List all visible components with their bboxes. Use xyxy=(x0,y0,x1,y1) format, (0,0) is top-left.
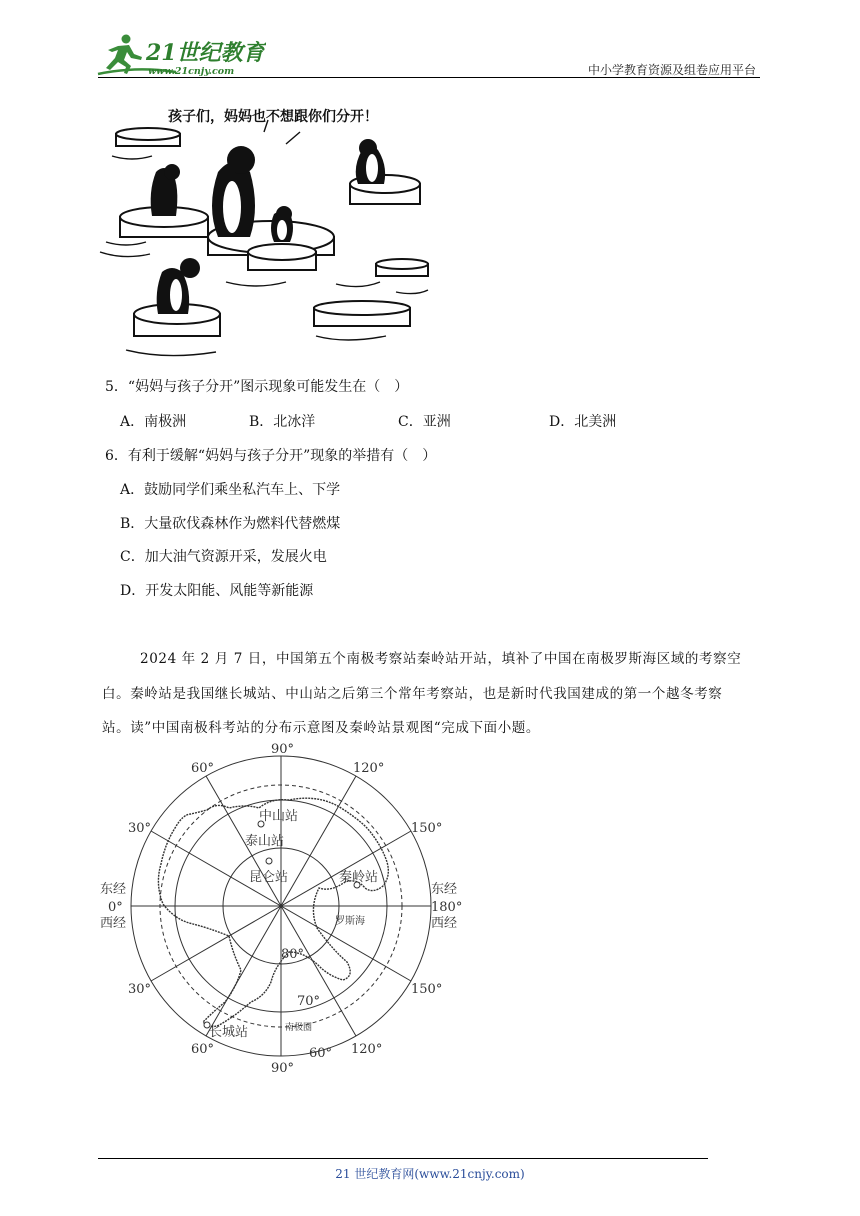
question-5-stem: 5．“妈妈与孩子分开”图示现象可能发生在（ ） xyxy=(105,379,409,395)
label-left-30-low: 30° xyxy=(128,982,152,997)
penguin-cartoon xyxy=(96,102,436,364)
label-right-150-top: 150° xyxy=(411,821,443,836)
footer-divider xyxy=(98,1158,708,1159)
q5-option-a[interactable]: A．南极洲 xyxy=(120,414,187,430)
label-left-60-top: 60° xyxy=(191,761,215,776)
label-west-right: 西经 xyxy=(431,916,458,931)
label-right-150-low: 150° xyxy=(411,982,443,997)
taishan-station-marker xyxy=(266,858,272,864)
station-changcheng: 长城站 xyxy=(209,1025,249,1040)
q5-option-d[interactable]: D．北美洲 xyxy=(549,414,617,430)
label-lat-70: 70° xyxy=(297,994,321,1009)
station-zhongshan: 中山站 xyxy=(259,809,299,824)
logo-text: 21世纪教育 xyxy=(146,40,265,66)
station-qinling: 秦岭站 xyxy=(339,870,379,885)
q6-option-b[interactable]: B．大量砍伐森林作为燃料代替燃煤 xyxy=(120,516,341,532)
logo xyxy=(96,30,266,80)
label-inner-60: 60° xyxy=(309,1046,333,1061)
header-divider xyxy=(98,77,760,78)
antarctica-station-map xyxy=(95,740,467,1080)
q6-option-a[interactable]: A．鼓励同学们乘坐私汽车上、下学 xyxy=(120,482,341,498)
label-left-30-top: 30° xyxy=(128,821,152,836)
label-west-left: 西经 xyxy=(100,916,127,931)
label-lat-80: 80° xyxy=(281,947,305,962)
label-antarctic-circle: 南极圈 xyxy=(285,1023,313,1033)
q6-option-d[interactable]: D．开发太阳能、风能等新能源 xyxy=(120,583,314,599)
q6-option-c[interactable]: C．加大油气资源开采，发展火电 xyxy=(120,549,327,565)
label-right-120-bottom: 120° xyxy=(351,1042,383,1057)
question-6-stem: 6．有利于缓解“妈妈与孩子分开”现象的举措有（ ） xyxy=(105,448,437,464)
label-bottom-90: 90° xyxy=(271,1061,295,1076)
label-left-60-bottom: 60° xyxy=(191,1042,215,1057)
q5-option-c[interactable]: C．亚洲 xyxy=(398,414,451,430)
q5-option-b[interactable]: B．北冰洋 xyxy=(249,414,316,430)
station-taishan: 泰山站 xyxy=(245,834,285,849)
passage-line-3: 站。读”中国南极科考站的分布示意图及秦岭站景观图“完成下面小题。 xyxy=(102,720,541,736)
label-east-right: 东经 xyxy=(431,882,458,897)
cartoon-caption: 孩子们，妈妈也不想跟你们分开！ xyxy=(168,109,378,125)
station-kunlun: 昆仑站 xyxy=(249,870,289,885)
logo-url: www.21cnjy.com xyxy=(148,66,235,77)
antarctica-outline xyxy=(158,798,388,1026)
label-0-deg: 0° xyxy=(108,900,123,915)
passage-line-1: 2024 年 2 月 7 日，中国第五个南极考察站秦岭站开站，填补了中国在南极罗斯海区域的考察空 xyxy=(140,651,742,667)
footer-text[interactable]: 21 世纪教育网(www.21cnjy.com) xyxy=(335,1167,525,1181)
passage-line-2: 白。秦岭站是我国继长城站、中山站之后第三个常年考察站，也是新时代我国建成的第一个越冬考察 xyxy=(102,686,723,702)
label-right-120-top: 120° xyxy=(353,761,385,776)
label-top-90: 90° xyxy=(271,742,295,757)
label-ross-sea: 罗斯海 xyxy=(335,916,365,927)
label-east-left: 东经 xyxy=(100,882,127,897)
label-180-deg: 180° xyxy=(431,900,463,915)
platform-label: 中小学教育资源及组卷应用平台 xyxy=(587,63,756,77)
